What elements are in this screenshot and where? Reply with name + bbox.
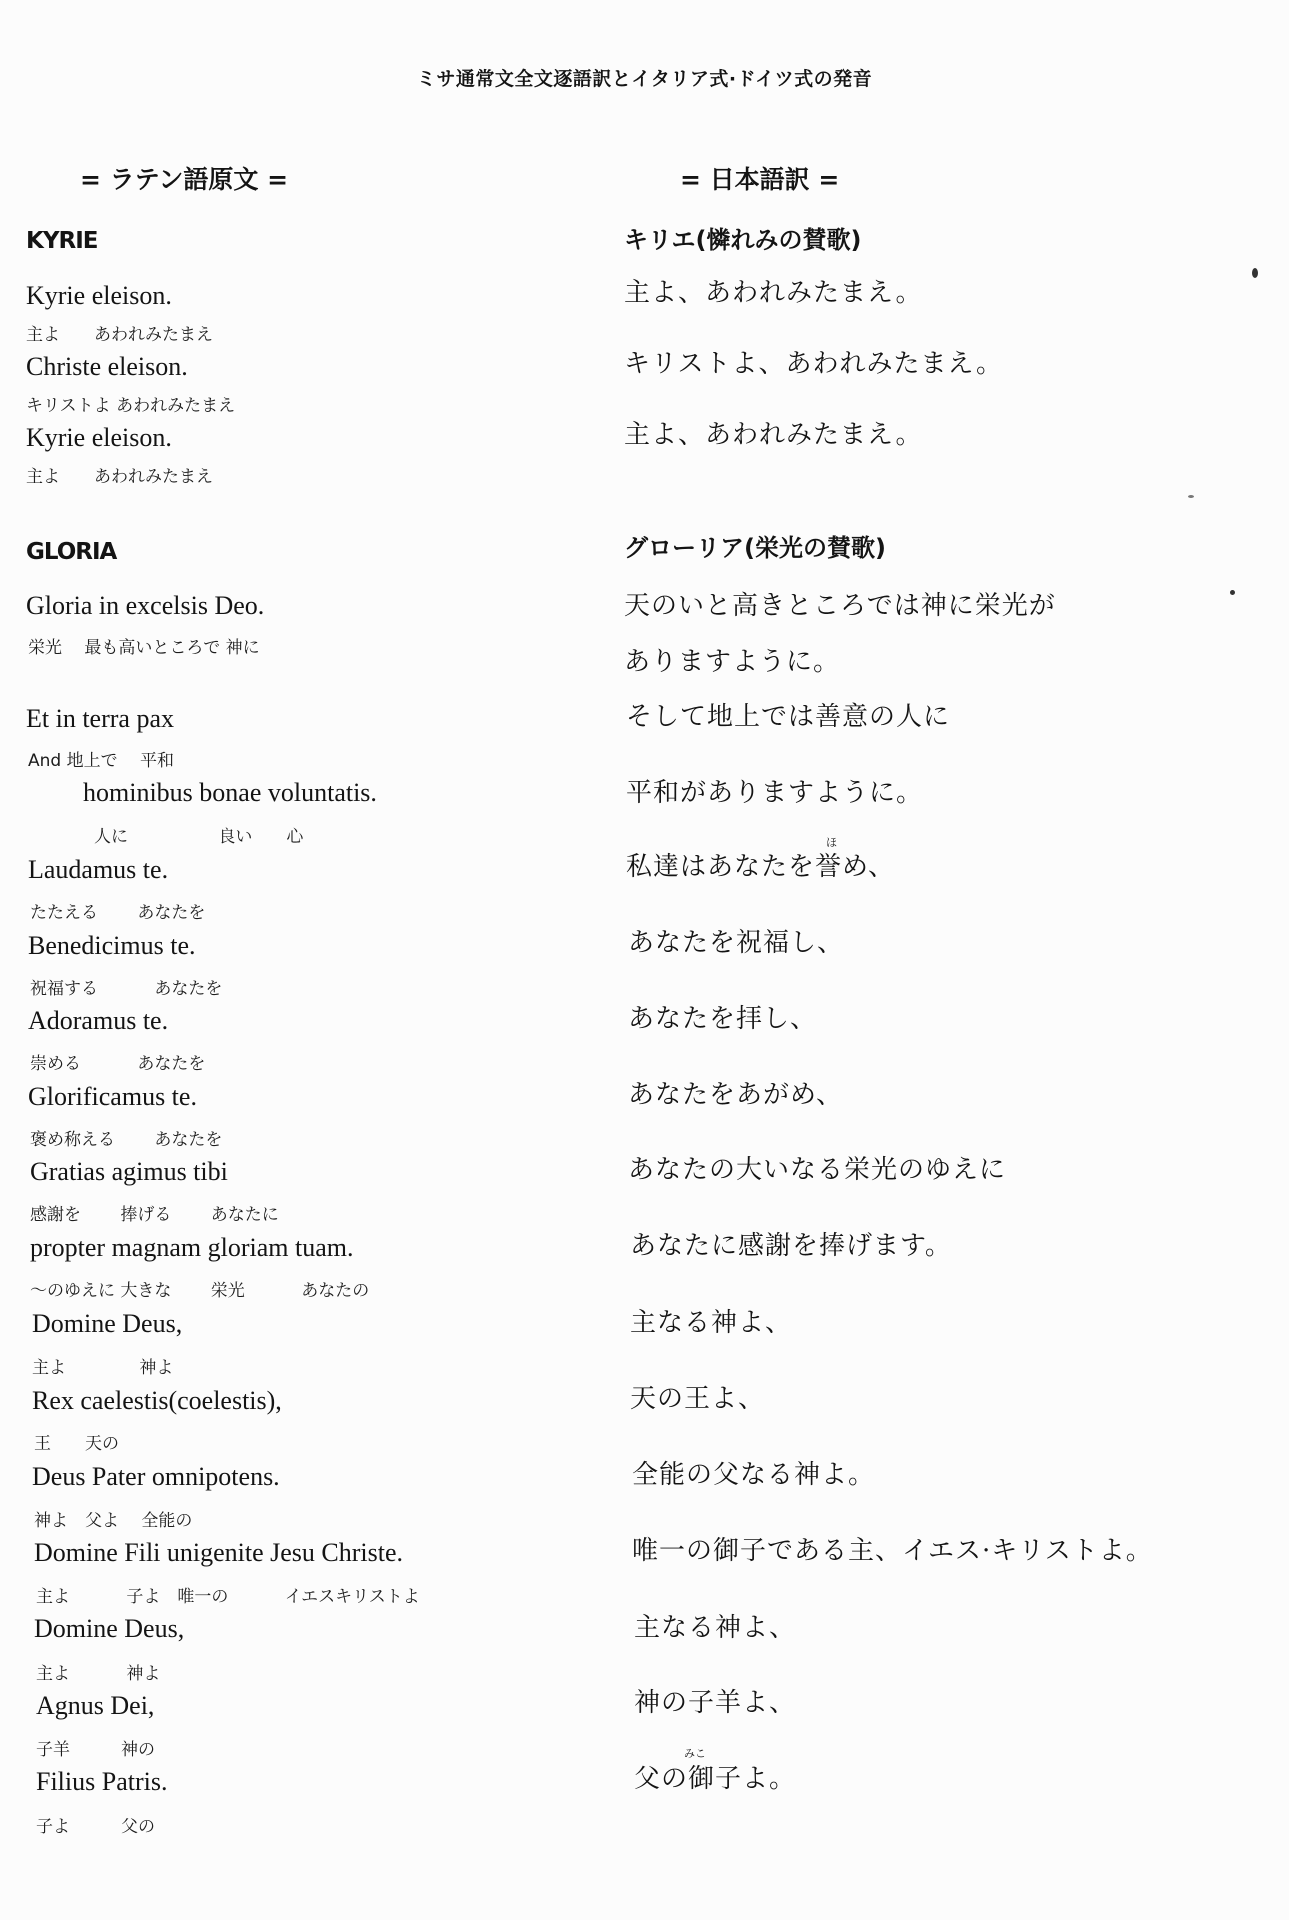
latin-line: Rex caelestis(coelestis), — [32, 1386, 282, 1415]
latin-line: hominibus bonae voluntatis. — [83, 778, 377, 807]
scan-speck — [1252, 268, 1258, 278]
kyrie-jp-title: キリエ(憐れみの賛歌) — [624, 226, 862, 254]
jp-line: 主よ、あわれみたまえ。 — [624, 278, 923, 308]
jp-line: 主よ、あわれみたまえ。 — [624, 420, 923, 450]
latin-line: Benedicimus te. — [28, 931, 196, 960]
scan-speck — [1230, 590, 1235, 595]
gloss-line: たたえる あなたを — [30, 903, 206, 923]
latin-line: Agnus Dei, — [36, 1691, 155, 1720]
gloria-section-title: GLORIA — [26, 539, 117, 565]
japanese-column-heading: = 日本語訳 = — [680, 165, 840, 194]
gloss-line: 主よ あわれみたまえ — [26, 325, 213, 345]
jp-line: あなたを祝福し、 — [628, 928, 845, 958]
latin-column-heading: = ラテン語原文 = — [80, 165, 289, 194]
latin-line: Christe eleison. — [26, 352, 188, 381]
gloss-line: And 地上で 平和 — [28, 751, 175, 771]
gloss-line: ～のゆえに 大きな 栄光 あなたの — [30, 1281, 370, 1301]
gloss-line: 主よ あわれみたまえ — [26, 467, 213, 487]
jp-line: 天のいと高きところでは神に栄光が — [624, 591, 1056, 621]
jp-line: 平和がありますように。 — [626, 778, 924, 808]
gloss-line: 褒め称える あなたを — [30, 1130, 223, 1150]
gloss-line: 崇める あなたを — [30, 1054, 206, 1074]
scan-speck — [1188, 495, 1194, 498]
jp-line: 主なる神よ、 — [634, 1613, 797, 1643]
gloss-line: 感謝を 捧げる あなたに — [30, 1205, 279, 1225]
gloss-line: 人に 良い 心 — [94, 827, 304, 847]
latin-line: propter magnam gloriam tuam. — [30, 1233, 354, 1262]
latin-line: Domine Deus, — [34, 1614, 185, 1643]
gloss-line: 子よ 父の — [36, 1817, 155, 1837]
latin-line: Kyrie eleison. — [26, 281, 172, 310]
jp-line: 全能の父なる神よ。 — [632, 1460, 876, 1490]
jp-line: あなたをあがめ、 — [628, 1080, 843, 1110]
jp-line: あなたに感謝を捧げます。 — [630, 1231, 952, 1261]
latin-line: Gloria in excelsis Deo. — [26, 591, 265, 620]
latin-line: Adoramus te. — [28, 1006, 169, 1035]
jp-line: あなたの大いなる栄光のゆえに — [628, 1155, 1007, 1185]
jp-line: あなたを拝し、 — [628, 1004, 818, 1034]
jp-line: 主なる神よ、 — [630, 1308, 793, 1338]
gloss-line: 栄光 最も高いところで 神に — [28, 638, 260, 658]
latin-line: Filius Patris. — [36, 1767, 168, 1796]
latin-line: Domine Fili unigenite Jesu Christe. — [34, 1538, 404, 1567]
latin-line: Et in terra pax — [26, 704, 174, 733]
jp-line: 私達はあなたを誉め、 — [626, 852, 895, 882]
latin-line: Kyrie eleison. — [26, 423, 172, 452]
gloss-line: 主よ 神よ — [32, 1358, 174, 1378]
gloria-jp-title: グローリア(栄光の賛歌) — [624, 534, 886, 562]
jp-line: そして地上では善意の人に — [626, 702, 951, 732]
gloss-line: 祝福する あなたを — [30, 979, 223, 999]
latin-line: Laudamus te. — [28, 855, 169, 884]
gloss-line: 王 天の — [34, 1434, 119, 1454]
kyrie-section-title: KYRIE — [26, 228, 98, 254]
gloss-line: キリストよ あわれみたまえ — [26, 396, 236, 416]
gloss-line: 神よ 父よ 全能の — [34, 1511, 193, 1531]
furigana-miko: みこ — [684, 1747, 706, 1760]
latin-line: Gratias agimus tibi — [30, 1157, 228, 1186]
gloss-line: 子羊 神の — [36, 1740, 155, 1760]
latin-line: Glorificamus te. — [28, 1082, 197, 1111]
gloss-line: 主よ 子よ 唯一の イエスキリストよ — [36, 1587, 420, 1607]
gloss-line: 主よ 神よ — [36, 1664, 161, 1684]
furigana-ho: ほ — [826, 836, 837, 849]
jp-line: 父の御子よ。 — [634, 1764, 797, 1794]
jp-line: キリストよ、あわれみたまえ。 — [624, 349, 1004, 379]
jp-line: ありますように。 — [624, 647, 841, 677]
jp-line: 神の子羊よ、 — [634, 1688, 797, 1718]
jp-line: 唯一の御子である主、イエス·キリストよ。 — [632, 1536, 1153, 1566]
latin-line: Domine Deus, — [32, 1309, 183, 1338]
latin-line: Deus Pater omnipotens. — [32, 1462, 280, 1491]
jp-line: 天の王よ、 — [630, 1384, 766, 1414]
page-title: ミサ通常文全文逐語訳とイタリア式·ドイツ式の発音 — [416, 68, 873, 90]
